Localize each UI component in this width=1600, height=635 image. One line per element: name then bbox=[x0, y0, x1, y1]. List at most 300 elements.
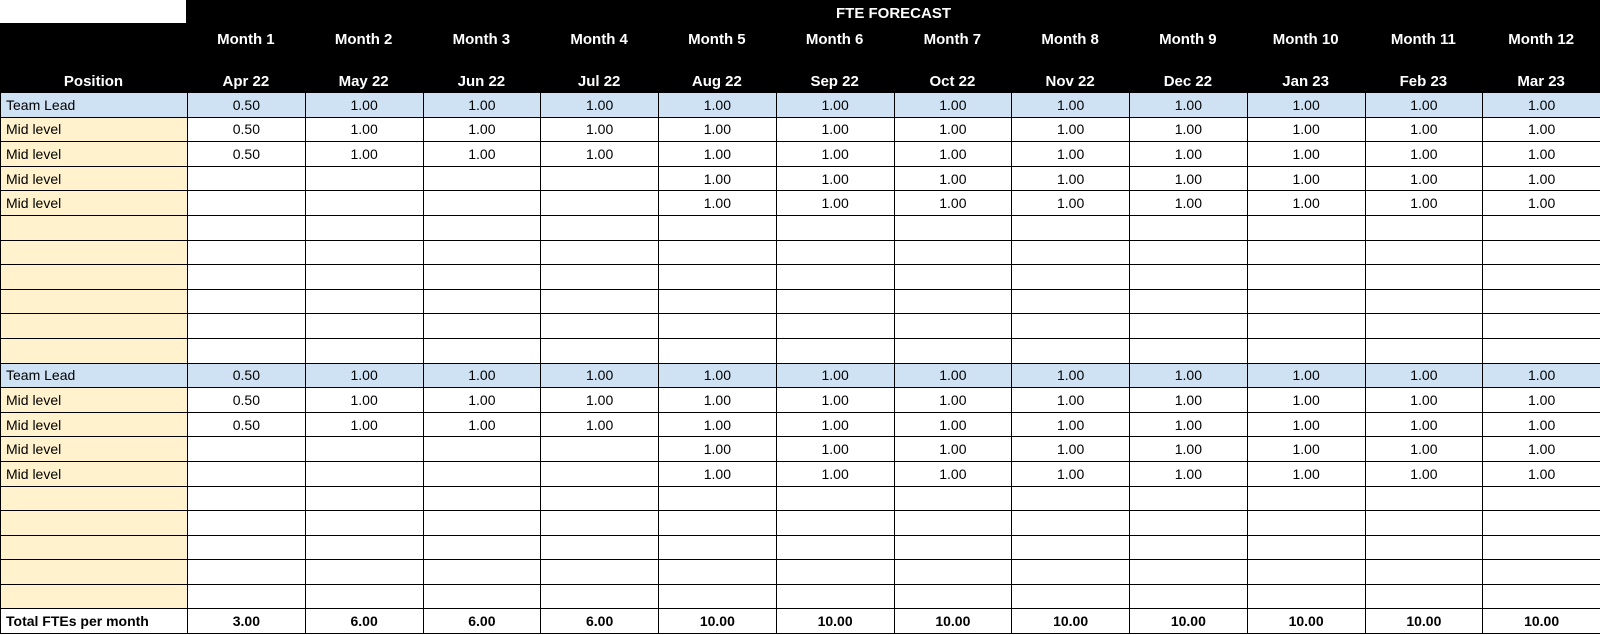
fte-cell[interactable] bbox=[188, 486, 306, 511]
fte-cell[interactable] bbox=[1483, 338, 1600, 363]
fte-cell[interactable] bbox=[423, 240, 541, 265]
fte-cell[interactable] bbox=[1247, 240, 1365, 265]
total-cell[interactable]: 6.00 bbox=[541, 609, 659, 634]
fte-cell[interactable]: 1.00 bbox=[1012, 191, 1130, 216]
fte-cell[interactable]: 1.00 bbox=[1012, 437, 1130, 462]
month-label: Month 7 bbox=[923, 31, 982, 48]
fte-cell[interactable] bbox=[305, 166, 423, 191]
fte-cell[interactable]: 1.00 bbox=[1247, 142, 1365, 167]
fte-cell[interactable] bbox=[1130, 215, 1248, 240]
fte-cell[interactable] bbox=[423, 584, 541, 609]
fte-cell[interactable]: 1.00 bbox=[1483, 93, 1600, 118]
fte-cell[interactable]: 1.00 bbox=[305, 117, 423, 142]
fte-cell[interactable] bbox=[188, 511, 306, 536]
fte-cell[interactable]: 1.00 bbox=[1130, 412, 1248, 437]
fte-cell[interactable] bbox=[659, 314, 777, 339]
fte-cell[interactable] bbox=[894, 314, 1012, 339]
fte-cell[interactable]: 1.00 bbox=[776, 412, 894, 437]
total-cell[interactable]: 10.00 bbox=[894, 609, 1012, 634]
fte-cell[interactable] bbox=[1365, 289, 1483, 314]
fte-cell[interactable] bbox=[1130, 338, 1248, 363]
fte-cell[interactable] bbox=[1483, 486, 1600, 511]
fte-cell[interactable]: 1.00 bbox=[1365, 388, 1483, 413]
fte-cell[interactable] bbox=[1012, 338, 1130, 363]
fte-cell[interactable]: 1.00 bbox=[1365, 142, 1483, 167]
position-cell[interactable]: Mid level bbox=[1, 412, 188, 437]
total-cell[interactable]: 3.00 bbox=[188, 609, 306, 634]
fte-cell[interactable] bbox=[305, 191, 423, 216]
fte-cell[interactable] bbox=[659, 215, 777, 240]
fte-cell[interactable]: 1.00 bbox=[894, 93, 1012, 118]
fte-cell[interactable]: 1.00 bbox=[894, 363, 1012, 388]
total-cell[interactable]: 10.00 bbox=[1365, 609, 1483, 634]
fte-cell[interactable] bbox=[541, 535, 659, 560]
fte-cell[interactable]: 1.00 bbox=[659, 461, 777, 486]
fte-cell[interactable] bbox=[423, 166, 541, 191]
position-cell[interactable]: Mid level bbox=[1, 437, 188, 462]
position-cell[interactable] bbox=[1, 314, 188, 339]
fte-cell[interactable] bbox=[894, 265, 1012, 290]
fte-cell[interactable] bbox=[1247, 338, 1365, 363]
fte-cell[interactable]: 1.00 bbox=[659, 363, 777, 388]
position-cell[interactable] bbox=[1, 338, 188, 363]
total-cell[interactable]: 10.00 bbox=[659, 609, 777, 634]
fte-cell[interactable] bbox=[423, 511, 541, 536]
fte-cell[interactable]: 1.00 bbox=[659, 93, 777, 118]
fte-cell[interactable]: 1.00 bbox=[1483, 461, 1600, 486]
month-date: Aug 22 bbox=[691, 73, 742, 90]
fte-cell[interactable]: 1.00 bbox=[1130, 437, 1248, 462]
fte-cell[interactable] bbox=[1483, 584, 1600, 609]
fte-cell[interactable] bbox=[423, 560, 541, 585]
total-cell[interactable]: 10.00 bbox=[1247, 609, 1365, 634]
fte-cell[interactable] bbox=[1012, 289, 1130, 314]
fte-cell[interactable]: 1.00 bbox=[1483, 191, 1600, 216]
fte-cell[interactable] bbox=[894, 486, 1012, 511]
fte-cell[interactable]: 1.00 bbox=[1012, 117, 1130, 142]
fte-cell[interactable]: 0.50 bbox=[188, 363, 306, 388]
total-cell[interactable]: 6.00 bbox=[305, 609, 423, 634]
fte-cell[interactable] bbox=[1365, 240, 1483, 265]
fte-cell[interactable] bbox=[1130, 289, 1248, 314]
fte-cell[interactable] bbox=[188, 215, 306, 240]
fte-cell[interactable] bbox=[1247, 535, 1365, 560]
position-cell[interactable] bbox=[1, 535, 188, 560]
fte-cell[interactable]: 1.00 bbox=[305, 388, 423, 413]
fte-cell[interactable] bbox=[541, 437, 659, 462]
fte-cell[interactable] bbox=[776, 511, 894, 536]
fte-cell[interactable]: 1.00 bbox=[1365, 191, 1483, 216]
fte-cell[interactable] bbox=[659, 289, 777, 314]
fte-cell[interactable] bbox=[305, 240, 423, 265]
fte-cell[interactable]: 1.00 bbox=[659, 166, 777, 191]
fte-cell[interactable]: 1.00 bbox=[776, 117, 894, 142]
fte-cell[interactable] bbox=[1483, 265, 1600, 290]
fte-cell[interactable] bbox=[305, 461, 423, 486]
fte-cell[interactable]: 1.00 bbox=[541, 412, 659, 437]
fte-cell[interactable] bbox=[776, 215, 894, 240]
fte-cell[interactable] bbox=[776, 289, 894, 314]
fte-cell[interactable] bbox=[894, 584, 1012, 609]
fte-cell[interactable] bbox=[1483, 314, 1600, 339]
fte-cell[interactable] bbox=[1483, 511, 1600, 536]
fte-cell[interactable]: 1.00 bbox=[659, 388, 777, 413]
fte-cell[interactable] bbox=[1012, 535, 1130, 560]
fte-cell[interactable] bbox=[776, 314, 894, 339]
fte-cell[interactable] bbox=[1012, 511, 1130, 536]
fte-cell[interactable] bbox=[541, 584, 659, 609]
fte-cell[interactable]: 1.00 bbox=[776, 461, 894, 486]
fte-cell[interactable] bbox=[1247, 584, 1365, 609]
total-cell[interactable]: 6.00 bbox=[423, 609, 541, 634]
fte-cell[interactable] bbox=[659, 584, 777, 609]
fte-cell[interactable] bbox=[541, 215, 659, 240]
fte-cell[interactable] bbox=[659, 265, 777, 290]
position-cell[interactable]: Mid level bbox=[1, 461, 188, 486]
position-cell[interactable] bbox=[1, 289, 188, 314]
fte-cell[interactable]: 1.00 bbox=[541, 363, 659, 388]
fte-cell[interactable] bbox=[305, 338, 423, 363]
fte-cell[interactable] bbox=[423, 289, 541, 314]
fte-cell[interactable] bbox=[541, 486, 659, 511]
month-date: Jun 22 bbox=[457, 73, 506, 90]
fte-cell[interactable] bbox=[1130, 584, 1248, 609]
fte-cell[interactable]: 1.00 bbox=[305, 142, 423, 167]
fte-cell[interactable]: 1.00 bbox=[776, 388, 894, 413]
fte-cell[interactable]: 1.00 bbox=[541, 142, 659, 167]
fte-cell[interactable]: 1.00 bbox=[659, 412, 777, 437]
fte-cell[interactable] bbox=[776, 584, 894, 609]
fte-cell[interactable] bbox=[305, 265, 423, 290]
position-cell[interactable]: Mid level bbox=[1, 142, 188, 167]
fte-cell[interactable] bbox=[776, 338, 894, 363]
fte-cell[interactable] bbox=[541, 265, 659, 290]
fte-cell[interactable]: 1.00 bbox=[1365, 117, 1483, 142]
fte-cell[interactable] bbox=[1012, 265, 1130, 290]
position-cell[interactable]: Mid level bbox=[1, 388, 188, 413]
fte-cell[interactable] bbox=[423, 486, 541, 511]
fte-cell[interactable]: 1.00 bbox=[659, 191, 777, 216]
fte-cell[interactable]: 1.00 bbox=[1483, 412, 1600, 437]
fte-cell[interactable] bbox=[1012, 240, 1130, 265]
fte-cell[interactable] bbox=[1130, 486, 1248, 511]
fte-cell[interactable]: 0.50 bbox=[188, 388, 306, 413]
fte-cell[interactable]: 1.00 bbox=[1130, 142, 1248, 167]
fte-cell[interactable] bbox=[1365, 486, 1483, 511]
fte-cell[interactable] bbox=[894, 535, 1012, 560]
fte-cell[interactable] bbox=[423, 437, 541, 462]
fte-cell[interactable]: 1.00 bbox=[894, 191, 1012, 216]
fte-cell[interactable] bbox=[423, 215, 541, 240]
fte-cell[interactable] bbox=[1247, 314, 1365, 339]
fte-cell[interactable]: 1.00 bbox=[1012, 461, 1130, 486]
fte-cell[interactable] bbox=[776, 560, 894, 585]
position-cell[interactable] bbox=[1, 560, 188, 585]
position-cell[interactable] bbox=[1, 584, 188, 609]
fte-cell[interactable]: 1.00 bbox=[423, 93, 541, 118]
fte-cell[interactable]: 1.00 bbox=[1012, 93, 1130, 118]
fte-cell[interactable]: 1.00 bbox=[776, 363, 894, 388]
fte-cell[interactable]: 1.00 bbox=[894, 437, 1012, 462]
fte-cell[interactable]: 1.00 bbox=[894, 142, 1012, 167]
fte-cell[interactable] bbox=[1247, 289, 1365, 314]
fte-cell[interactable] bbox=[1365, 511, 1483, 536]
fte-cell[interactable] bbox=[1012, 314, 1130, 339]
fte-cell[interactable] bbox=[1012, 560, 1130, 585]
fte-cell[interactable] bbox=[659, 486, 777, 511]
fte-cell[interactable]: 1.00 bbox=[1483, 142, 1600, 167]
fte-cell[interactable] bbox=[776, 486, 894, 511]
total-cell[interactable]: 10.00 bbox=[776, 609, 894, 634]
fte-cell[interactable] bbox=[776, 240, 894, 265]
fte-cell[interactable] bbox=[776, 265, 894, 290]
position-cell[interactable] bbox=[1, 240, 188, 265]
fte-cell[interactable] bbox=[1365, 215, 1483, 240]
fte-cell[interactable] bbox=[1365, 265, 1483, 290]
fte-cell[interactable]: 1.00 bbox=[1247, 363, 1365, 388]
fte-cell[interactable]: 0.50 bbox=[188, 412, 306, 437]
fte-cell[interactable] bbox=[423, 461, 541, 486]
fte-cell[interactable]: 1.00 bbox=[305, 412, 423, 437]
fte-cell[interactable]: 1.00 bbox=[776, 191, 894, 216]
fte-cell[interactable]: 1.00 bbox=[894, 166, 1012, 191]
fte-cell[interactable] bbox=[188, 289, 306, 314]
table-row bbox=[1, 117, 1600, 142]
position-cell[interactable]: Team Lead bbox=[1, 93, 188, 118]
fte-cell[interactable] bbox=[541, 191, 659, 216]
position-cell[interactable]: Mid level bbox=[1, 191, 188, 216]
fte-cell[interactable]: 1.00 bbox=[1483, 388, 1600, 413]
fte-cell[interactable] bbox=[894, 215, 1012, 240]
fte-cell[interactable] bbox=[894, 560, 1012, 585]
fte-cell[interactable]: 1.00 bbox=[659, 142, 777, 167]
fte-cell[interactable] bbox=[1247, 265, 1365, 290]
fte-cell[interactable]: 1.00 bbox=[541, 388, 659, 413]
fte-cell[interactable]: 1.00 bbox=[1483, 166, 1600, 191]
fte-cell[interactable]: 0.50 bbox=[188, 142, 306, 167]
fte-cell[interactable] bbox=[423, 314, 541, 339]
fte-cell[interactable]: 1.00 bbox=[423, 142, 541, 167]
fte-cell[interactable] bbox=[659, 338, 777, 363]
fte-cell[interactable] bbox=[1130, 535, 1248, 560]
fte-cell[interactable] bbox=[1012, 584, 1130, 609]
fte-cell[interactable] bbox=[1365, 584, 1483, 609]
fte-cell[interactable] bbox=[188, 535, 306, 560]
month-date: May 22 bbox=[338, 73, 389, 90]
fte-cell[interactable] bbox=[423, 265, 541, 290]
fte-cell[interactable] bbox=[305, 584, 423, 609]
fte-cell[interactable] bbox=[541, 511, 659, 536]
fte-cell[interactable] bbox=[1247, 511, 1365, 536]
fte-cell[interactable]: 1.00 bbox=[423, 388, 541, 413]
fte-cell[interactable] bbox=[1130, 265, 1248, 290]
fte-cell[interactable]: 1.00 bbox=[1247, 117, 1365, 142]
fte-cell[interactable]: 1.00 bbox=[776, 166, 894, 191]
fte-cell[interactable]: 1.00 bbox=[541, 117, 659, 142]
month-label: Month 11 bbox=[1390, 31, 1456, 48]
fte-cell[interactable] bbox=[1483, 215, 1600, 240]
fte-cell[interactable] bbox=[659, 511, 777, 536]
fte-cell[interactable]: 1.00 bbox=[1247, 412, 1365, 437]
fte-cell[interactable] bbox=[1130, 511, 1248, 536]
fte-cell[interactable] bbox=[541, 166, 659, 191]
fte-cell[interactable]: 1.00 bbox=[423, 363, 541, 388]
fte-cell[interactable] bbox=[305, 215, 423, 240]
fte-cell[interactable] bbox=[423, 191, 541, 216]
fte-cell[interactable] bbox=[1247, 560, 1365, 585]
fte-cell[interactable] bbox=[188, 166, 306, 191]
total-cell[interactable]: 10.00 bbox=[1130, 609, 1248, 634]
fte-cell[interactable]: 1.00 bbox=[1130, 461, 1248, 486]
fte-cell[interactable] bbox=[188, 437, 306, 462]
fte-cell[interactable]: 1.00 bbox=[1247, 166, 1365, 191]
table-row bbox=[1, 93, 1600, 118]
header-blank-cell[interactable] bbox=[0, 0, 187, 24]
fte-cell[interactable] bbox=[776, 535, 894, 560]
fte-cell[interactable] bbox=[1483, 535, 1600, 560]
position-cell[interactable] bbox=[1, 511, 188, 536]
fte-cell[interactable]: 1.00 bbox=[1483, 437, 1600, 462]
fte-cell[interactable]: 1.00 bbox=[1365, 461, 1483, 486]
position-cell[interactable]: Mid level bbox=[1, 117, 188, 142]
fte-cell[interactable]: 1.00 bbox=[894, 388, 1012, 413]
fte-cell[interactable]: 1.00 bbox=[1365, 412, 1483, 437]
fte-cell[interactable] bbox=[1130, 314, 1248, 339]
fte-cell[interactable] bbox=[541, 461, 659, 486]
fte-cell[interactable]: 1.00 bbox=[1130, 191, 1248, 216]
fte-cell[interactable] bbox=[305, 437, 423, 462]
position-cell[interactable] bbox=[1, 486, 188, 511]
fte-cell[interactable] bbox=[541, 560, 659, 585]
fte-cell[interactable] bbox=[188, 560, 306, 585]
fte-cell[interactable] bbox=[188, 240, 306, 265]
total-cell[interactable]: 10.00 bbox=[1483, 609, 1600, 634]
fte-cell[interactable] bbox=[894, 511, 1012, 536]
position-cell[interactable] bbox=[1, 265, 188, 290]
fte-cell[interactable]: 1.00 bbox=[1483, 363, 1600, 388]
fte-cell[interactable] bbox=[1365, 535, 1483, 560]
fte-cell[interactable]: 1.00 bbox=[776, 437, 894, 462]
fte-cell[interactable] bbox=[188, 265, 306, 290]
fte-cell[interactable] bbox=[188, 584, 306, 609]
fte-cell[interactable]: 1.00 bbox=[1130, 117, 1248, 142]
fte-cell[interactable]: 1.00 bbox=[1365, 437, 1483, 462]
fte-cell[interactable]: 1.00 bbox=[1130, 166, 1248, 191]
fte-cell[interactable]: 1.00 bbox=[423, 412, 541, 437]
fte-cell[interactable] bbox=[894, 240, 1012, 265]
fte-cell[interactable]: 1.00 bbox=[1012, 166, 1130, 191]
fte-cell[interactable] bbox=[541, 240, 659, 265]
fte-cell[interactable]: 0.50 bbox=[188, 93, 306, 118]
fte-cell[interactable]: 1.00 bbox=[659, 117, 777, 142]
fte-cell[interactable] bbox=[659, 240, 777, 265]
fte-cell[interactable] bbox=[1012, 486, 1130, 511]
fte-cell[interactable] bbox=[541, 338, 659, 363]
fte-cell[interactable]: 1.00 bbox=[1012, 363, 1130, 388]
fte-cell[interactable]: 1.00 bbox=[305, 93, 423, 118]
fte-cell[interactable] bbox=[1012, 215, 1130, 240]
fte-cell[interactable]: 1.00 bbox=[1130, 363, 1248, 388]
table-row bbox=[1, 437, 1600, 462]
fte-cell[interactable]: 1.00 bbox=[1247, 437, 1365, 462]
fte-cell[interactable] bbox=[1365, 314, 1483, 339]
fte-cell[interactable]: 1.00 bbox=[423, 117, 541, 142]
fte-cell[interactable] bbox=[188, 338, 306, 363]
fte-cell[interactable]: 1.00 bbox=[1130, 388, 1248, 413]
month-label: Month 9 bbox=[1159, 31, 1217, 48]
fte-cell[interactable] bbox=[305, 486, 423, 511]
fte-cell[interactable]: 1.00 bbox=[776, 142, 894, 167]
fte-cell[interactable]: 1.00 bbox=[776, 93, 894, 118]
month-date: Sep 22 bbox=[810, 73, 859, 90]
fte-cell[interactable]: 1.00 bbox=[1247, 191, 1365, 216]
position-cell[interactable]: Mid level bbox=[1, 166, 188, 191]
total-label[interactable]: Total FTEs per month bbox=[1, 609, 188, 634]
fte-cell[interactable] bbox=[1247, 486, 1365, 511]
fte-cell[interactable]: 1.00 bbox=[1365, 166, 1483, 191]
position-cell[interactable]: Team Lead bbox=[1, 363, 188, 388]
fte-cell[interactable] bbox=[305, 560, 423, 585]
fte-cell[interactable]: 1.00 bbox=[1012, 412, 1130, 437]
fte-cell[interactable] bbox=[1483, 240, 1600, 265]
fte-cell[interactable]: 1.00 bbox=[541, 93, 659, 118]
fte-cell[interactable]: 1.00 bbox=[894, 117, 1012, 142]
fte-cell[interactable]: 1.00 bbox=[1130, 93, 1248, 118]
total-cell[interactable]: 10.00 bbox=[1012, 609, 1130, 634]
month-date: Mar 23 bbox=[1517, 73, 1565, 90]
fte-cell[interactable]: 1.00 bbox=[1365, 363, 1483, 388]
fte-cell[interactable] bbox=[1483, 560, 1600, 585]
fte-cell[interactable] bbox=[659, 535, 777, 560]
fte-cell[interactable]: 1.00 bbox=[1012, 142, 1130, 167]
fte-cell[interactable] bbox=[894, 338, 1012, 363]
fte-cell[interactable]: 1.00 bbox=[1483, 117, 1600, 142]
fte-cell[interactable] bbox=[1365, 338, 1483, 363]
fte-cell[interactable] bbox=[1247, 215, 1365, 240]
fte-cell[interactable]: 1.00 bbox=[1247, 93, 1365, 118]
position-cell[interactable] bbox=[1, 215, 188, 240]
fte-cell[interactable]: 1.00 bbox=[1247, 461, 1365, 486]
fte-cell[interactable] bbox=[1365, 560, 1483, 585]
fte-cell[interactable] bbox=[305, 314, 423, 339]
fte-cell[interactable]: 1.00 bbox=[894, 461, 1012, 486]
fte-cell[interactable] bbox=[1483, 289, 1600, 314]
fte-cell[interactable]: 1.00 bbox=[1012, 388, 1130, 413]
fte-cell[interactable]: 1.00 bbox=[659, 437, 777, 462]
fte-cell[interactable] bbox=[659, 560, 777, 585]
fte-cell[interactable]: 1.00 bbox=[1247, 388, 1365, 413]
fte-cell[interactable] bbox=[1130, 240, 1248, 265]
fte-cell[interactable] bbox=[305, 535, 423, 560]
fte-cell[interactable] bbox=[305, 289, 423, 314]
fte-cell[interactable] bbox=[188, 461, 306, 486]
fte-cell[interactable] bbox=[1130, 560, 1248, 585]
fte-cell[interactable] bbox=[423, 338, 541, 363]
fte-cell[interactable]: 1.00 bbox=[305, 363, 423, 388]
fte-cell[interactable] bbox=[423, 535, 541, 560]
fte-cell[interactable] bbox=[541, 289, 659, 314]
fte-cell[interactable] bbox=[188, 314, 306, 339]
fte-cell[interactable] bbox=[305, 511, 423, 536]
month-label: Month 4 bbox=[570, 31, 628, 48]
fte-cell[interactable]: 1.00 bbox=[1365, 93, 1483, 118]
fte-cell[interactable] bbox=[541, 314, 659, 339]
fte-cell[interactable] bbox=[188, 191, 306, 216]
fte-cell[interactable]: 1.00 bbox=[894, 412, 1012, 437]
fte-cell[interactable] bbox=[894, 289, 1012, 314]
fte-cell[interactable]: 0.50 bbox=[188, 117, 306, 142]
month-date: Dec 22 bbox=[1163, 73, 1213, 90]
